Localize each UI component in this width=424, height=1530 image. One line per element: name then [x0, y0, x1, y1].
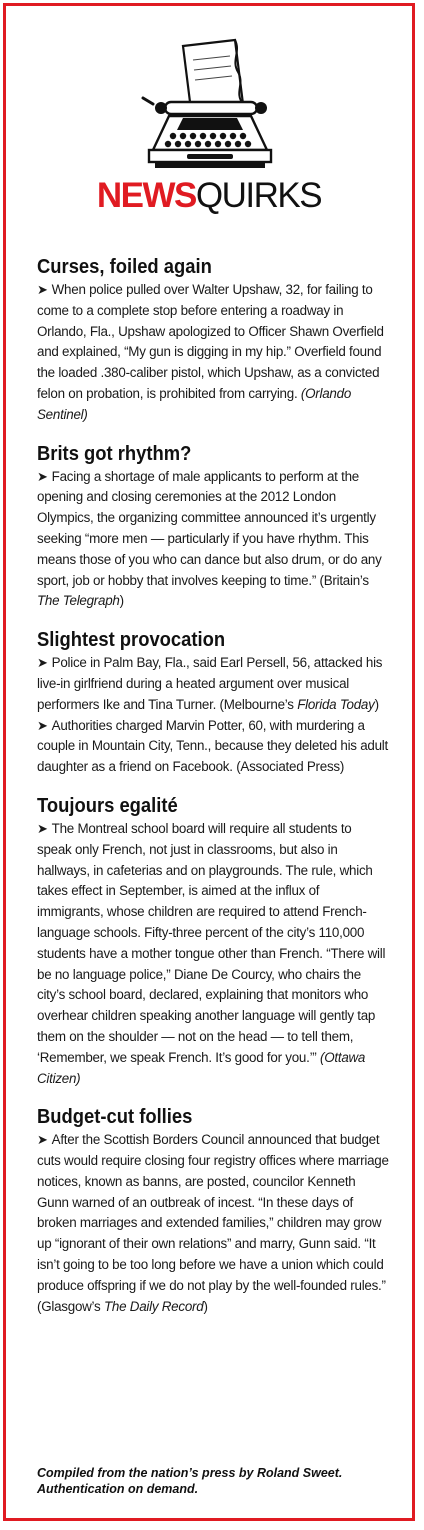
story-text: When police pulled over Walter Upshaw, 32, for failing to come to a complete stop before entering a roadway in Orlando, Fla., Upshaw apologized to Officer Shawn Overfield and explained, “My gun is digging in my hip.” Overfield found the loaded .380-caliber pistol, which Upshaw, as a convicted felon on probation, is prohibited from carrying. — [37, 282, 384, 401]
arrowhead-bullet-icon: ➤ — [37, 717, 48, 733]
story-text: The Montreal school board will require all students to speak only French, not just in classrooms, but also in hallways, in cafeterias and on playgrounds. The rule, which takes effect in September, is aimed at the influx of immigrants, whose children are required to attend French-language schools. Fifty-three percent of the city’s 110,000 students have a mother tongue other than French. “There will be no language police,” Diane De Courcy, who chairs the city’s school board, declared, explaining that monitors who overhear children speaking another language will gently tap them on the shoulder — not on the head — to tell them, ‘Remember, we speak French. It’s good for you.’” — [37, 820, 386, 1065]
story-item — [37, 280, 389, 426]
arrowhead-bullet-icon: ➤ — [37, 655, 48, 671]
story-headline: Brits got rhythm? — [37, 442, 192, 465]
authentication-line: Authentication on demand. — [37, 1482, 199, 1496]
story-source: The Telegraph — [37, 593, 120, 609]
masthead-news: NEWS — [96, 176, 196, 215]
story — [37, 255, 389, 426]
story-source-close: ) — [374, 696, 379, 712]
arrowhead-bullet-icon: ➤ — [37, 820, 48, 836]
credits-line: Compiled from the nation’s press by Roland Sweet. — [37, 1466, 343, 1480]
story-item — [37, 1130, 389, 1317]
stories-column — [37, 255, 389, 1333]
story-source: (Orlando Sentinel) — [37, 385, 352, 422]
story-text: Facing a shortage of male applicants to perform at the opening and closing ceremonies at the 2012 London Olympics, the organizing committee announced it’s urgently seeking “more men — particularly if you have rhythm. This means those of you who can dance but also drum, or do any sport, job or hobby that involves keeping to time.” (Britain’s — [37, 468, 382, 588]
arrowhead-bullet-icon: ➤ — [37, 1132, 48, 1148]
story-text: After the Scottish Borders Council announced that budget cuts would require closing four registry offices where marriage notices, known as banns, are posted, councilor Kenneth Gunn warned of an outbreak of incest. “In these days of broken marriages and extended families,” children may grow up “ignorant of their own relations” and marry, Gunn said. “It isn’t going to be too long before we have a union which could produce offspring if we do not play by the well-founded rules.” (Glasgow’s — [37, 1132, 389, 1314]
arrowhead-bullet-icon: ➤ — [37, 468, 48, 484]
credits-footer — [37, 1465, 397, 1497]
story-source: The Daily Record — [103, 1298, 204, 1314]
story-source: (Ottawa Citizen) — [37, 1049, 366, 1086]
story — [37, 794, 389, 1089]
masthead-title — [0, 176, 418, 216]
story-headline: Curses, foiled again — [37, 256, 212, 278]
typewriter-icon — [135, 38, 285, 178]
story-headline: Toujours egalité — [37, 794, 178, 817]
story — [37, 1105, 389, 1317]
story-source-close: ) — [203, 1298, 208, 1314]
story-source: Florida Today — [297, 696, 375, 712]
story-headline: Budget-cut follies — [37, 1106, 193, 1129]
masthead-quirks: QUIRKS — [195, 176, 322, 215]
story-headline: Slightest provocation — [37, 629, 226, 652]
story — [37, 628, 389, 778]
story-item — [37, 716, 389, 778]
story-source-close: ) — [119, 593, 124, 609]
story-item — [37, 653, 389, 715]
story-item — [37, 819, 389, 1089]
arrowhead-bullet-icon: ➤ — [37, 282, 48, 297]
story — [37, 442, 389, 613]
story-item — [37, 467, 389, 613]
story-text: Police in Palm Bay, Fla., said Earl Persell, 56, attacked his live-in girlfriend during a heated argument over musical performers Ike and Tina Turner. (Melbourne’s — [37, 655, 383, 712]
story-text: Authorities charged Marvin Potter, 60, with murdering a couple in Mountain City, Tenn., because they deleted his adult daughter as a friend on Facebook. (Associated Press) — [37, 717, 388, 775]
